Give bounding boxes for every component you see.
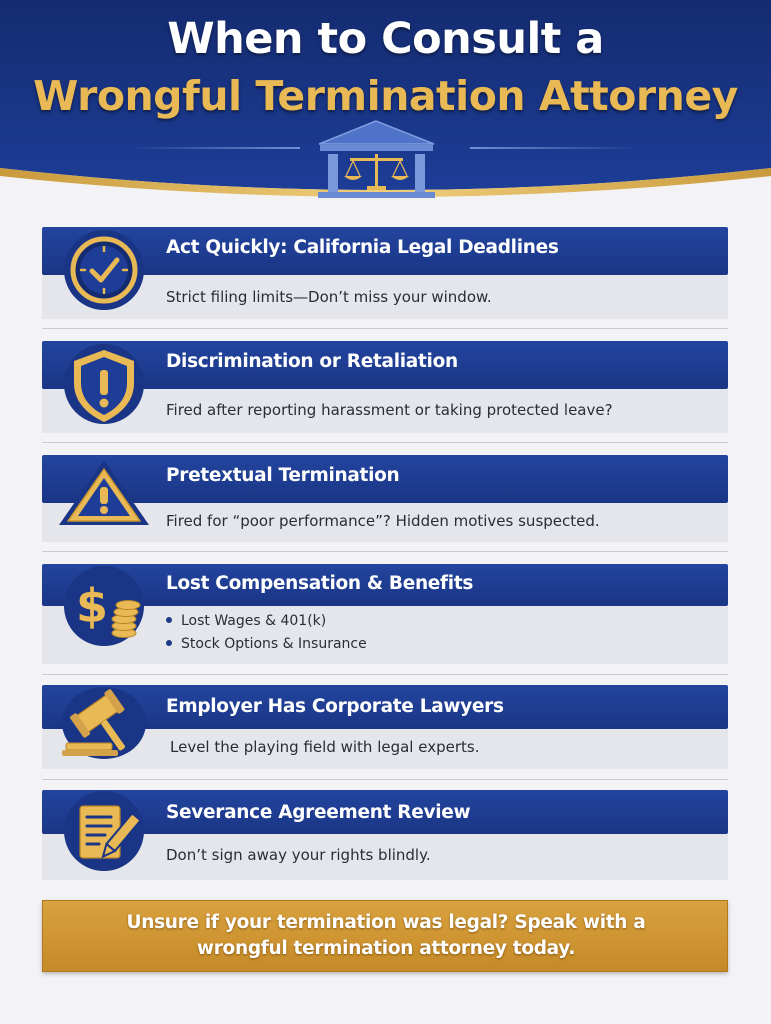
header-banner xyxy=(0,0,771,205)
section-compensation xyxy=(42,564,728,664)
list-item: Lost Wages & 401(k) xyxy=(166,610,367,633)
document-pen-icon xyxy=(56,790,152,878)
decorative-line-left xyxy=(130,147,300,149)
section-pretextual xyxy=(42,455,728,542)
page-title-line2: Wrongful Termination Attorney xyxy=(33,72,738,120)
clock-check-icon xyxy=(56,229,152,319)
bullet-dot-icon xyxy=(166,617,172,623)
section-description: Strict filing limits—Don’t miss your window. xyxy=(166,288,492,306)
section-discrimination xyxy=(42,341,728,433)
dollar-coins-icon xyxy=(56,566,152,654)
courthouse-scales-icon xyxy=(314,118,439,200)
bullet-dot-icon xyxy=(166,640,172,646)
section-corporate-lawyers xyxy=(42,685,728,769)
divider xyxy=(42,779,728,780)
call-to-action-banner xyxy=(42,900,728,972)
section-heading: Employer Has Corporate Lawyers xyxy=(166,696,504,717)
section-heading: Discrimination or Retaliation xyxy=(166,351,458,372)
cta-line1: Unsure if your termination was legal? Speak with a xyxy=(126,912,646,933)
bullet-list xyxy=(166,610,367,656)
section-heading: Act Quickly: California Legal Deadlines xyxy=(166,237,559,258)
section-description: Level the playing field with legal experts. xyxy=(170,738,480,756)
warning-triangle-icon xyxy=(56,457,152,541)
divider xyxy=(42,328,728,329)
section-heading: Pretextual Termination xyxy=(166,465,400,486)
section-heading: Lost Compensation & Benefits xyxy=(166,573,474,594)
section-deadlines xyxy=(42,227,728,319)
section-description: Fired after reporting harassment or taking protected leave? xyxy=(166,401,613,419)
section-severance xyxy=(42,790,728,880)
svg-text:$: $ xyxy=(75,579,109,633)
divider xyxy=(42,674,728,675)
list-item: Stock Options & Insurance xyxy=(166,633,367,656)
section-description: Fired for “poor performance”? Hidden motives suspected. xyxy=(166,512,600,530)
shield-alert-icon xyxy=(56,343,152,433)
page-title-line1: When to Consult a xyxy=(167,14,604,64)
gavel-icon xyxy=(56,685,152,765)
section-heading: Severance Agreement Review xyxy=(166,802,471,823)
divider xyxy=(42,442,728,443)
cta-line2: wrongful termination attorney today. xyxy=(196,938,576,959)
decorative-line-right xyxy=(470,147,640,149)
divider xyxy=(42,551,728,552)
section-description: Don’t sign away your rights blindly. xyxy=(166,846,431,864)
